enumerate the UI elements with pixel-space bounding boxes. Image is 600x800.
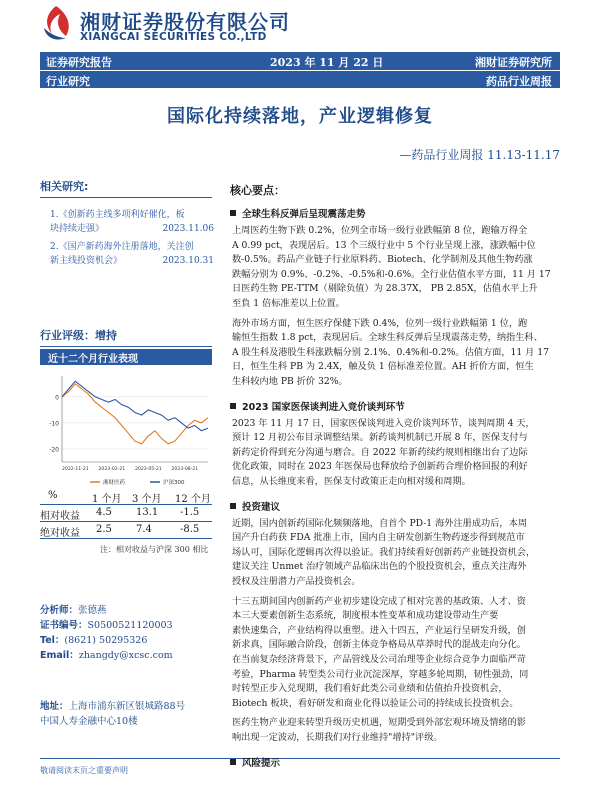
paragraph-line: 素快速集合，产业结构得以重塑。进入十四五，产业运行呈研发升级，创 (232, 624, 526, 636)
paragraph-line: 日，恒生生科 PB 为 2.4X，触及负 1 倍标准差位置。AH 折价方面，恒生 (232, 361, 534, 373)
analyst-cert: S0500521120003 (87, 620, 173, 631)
series-line-1 (62, 381, 208, 431)
related-research-heading: 相关研究: (40, 178, 212, 198)
section-heading: 风险提示 (230, 755, 280, 769)
footer-disclaimer: 敬请阅读末页之重要声明 (40, 766, 128, 775)
paragraph (232, 224, 560, 312)
series-line-0 (62, 384, 208, 444)
report-header (0, 0, 600, 50)
paragraph-line: 2023 年 11 月 17 日，国家医保谈判进入竞价谈判环节，谈判周期 4 天， (232, 417, 535, 429)
paragraph-line: Biotech 板块，看好研发和商业化得以验证公司的持续成长投资机会。 (232, 697, 519, 709)
paragraph-line: 日医药生物 PE-TTM（剔除负值）为 28.37X， PB 2.85X，估值水平上升 (232, 283, 538, 295)
performance-table (40, 488, 212, 539)
paragraph-line: A 股生科及港股生科涨跌幅分别 2.1%、0.4%和-0.2%。估值方面，11 月 17 (232, 346, 549, 358)
paragraph-line: 预计 12 月初公布目录调整结果。新药谈判机制已开展 8 年，医保支付与 (232, 432, 528, 444)
paragraph-line: 十三五期间国内创新药产业初步建设完成了相对完善的基政策、人才、资 (232, 595, 526, 607)
table-row: 绝对收益 2.5 7.4 -8.5 (40, 522, 212, 539)
paragraph (232, 317, 560, 390)
paragraph-line: 输恒生指数 1.8 pct，表现居后。全球生科反弹后呈现震荡走势，纳指生科、 (232, 332, 543, 344)
paragraph-line: 授权及注册潜力产品投资机会。 (232, 575, 361, 587)
bullet-square-icon (230, 403, 236, 409)
paragraph-line: 响出现一定波动，长期我们对行业维持"增持"评级。 (232, 731, 443, 743)
bullet-square-icon (230, 210, 236, 216)
y-tick-label: -20 (49, 446, 59, 454)
legend-label: 沪深300 (163, 480, 185, 486)
industry-rating: 行业评级：增持 (40, 327, 212, 347)
related-research-date: 2023.10.31 (162, 256, 214, 266)
analyst-address-line2: 中国人寿金融中心10楼 (40, 716, 138, 727)
research-institute: 湘财证券研究所 (475, 56, 552, 69)
analyst-email[interactable]: zhangdy@xcsc.com (78, 650, 173, 661)
bullet-square-icon (230, 759, 236, 765)
key-points-heading: 核心要点： (230, 184, 285, 197)
paragraph-line: 信息，从长维度来看，医保支付政策正走向相对缓和周期。 (232, 475, 471, 487)
y-tick-label: 0 (55, 394, 59, 402)
paragraph (232, 595, 560, 712)
paragraph-line: 新求真，国际融合阶段，创新主体竞争格局从草莽时代的混战走向分化。 (232, 639, 526, 651)
paragraph-line: 上周医药生物下跌 0.2%，位列全市场一级行业跌幅第 8 位，跑输万得全 (232, 225, 528, 236)
paragraph (232, 517, 560, 590)
related-research-item[interactable]: 1.《创新药主线多项利好催化，板 块持续走强》 2023.11.06 (50, 210, 214, 234)
company-name-en: XIANGCAI SECURITIES CO.,LTD (80, 31, 267, 43)
paragraph-line: 生科较内地 PB 折价 32%。 (232, 375, 348, 387)
paragraph-line: 在当前复杂经济背景下，产品管线及公司治理等企业综合竞争力面临严苛 (232, 653, 526, 665)
paragraph-line: 场认可，国际化逻辑再次得以验证。我们持续看好创新药产业链投资机会， (232, 546, 536, 558)
analyst-name: 张德燕 (78, 605, 107, 616)
report-title: 国际化持续落地，产业逻辑修复 (167, 106, 433, 127)
performance-line-chart (40, 368, 212, 488)
paragraph-line: 海外市场方面，恒生医疗保健下跌 0.4%，位列一级行业跌幅第 1 位，跑 (232, 317, 528, 329)
performance-heading: 近十二个月行业表现 (40, 349, 212, 365)
table-row: 相对收益 4.5 13.1 -1.5 (40, 505, 212, 522)
x-tick-label: 2023-08-21 (171, 467, 199, 472)
research-category: 行业研究 (46, 75, 90, 88)
paragraph-line: 时转型正步入兑现期，我们看好此类公司业绩和估值抬升投资机会， (232, 683, 508, 695)
footer-divider (40, 758, 560, 759)
bullet-square-icon (230, 503, 236, 509)
x-tick-label: 2023-05-21 (135, 467, 162, 472)
report-type: 证券研究报告 (46, 56, 112, 69)
company-name-cn: 湘财证券股份有限公司 (80, 10, 290, 34)
section-heading: 投资建议 (230, 499, 280, 513)
paragraph-line: 建议关注 Unmet 治疗领域产品临床出色的个股投资机会，重点关注海外 (232, 561, 527, 573)
table-header-row: % 1 个月 3 个月 12 个月 (40, 488, 212, 505)
paragraph-line: 至負 1 倍标准差以上位置。 (232, 297, 345, 309)
xiangcai-logo-icon (38, 4, 74, 44)
analyst-tel: (8621) 50295326 (64, 635, 148, 646)
paragraph-line: 新药定价得到充分沟通与磨合。自 2022 年新药续约规则相继出台了边际 (232, 446, 528, 458)
paragraph (232, 417, 560, 490)
legend-label: 湘财医药 (103, 480, 126, 486)
x-tick-label: 2023-02-21 (98, 467, 126, 472)
related-research-item[interactable]: 2.《国产新药海外注册落地，关注创 新主线投资机会》 2023.10.31 (50, 242, 214, 266)
related-research-date: 2023.11.06 (162, 224, 214, 234)
performance-note: 注：相对收益与沪深 300 相比 (100, 545, 209, 554)
paragraph-line: 跌幅分别为 0.9%、-0.2%、-0.5%和-0.6%。全行业估值水平方面，11 月 17 (232, 268, 551, 280)
report-date: 2023 年 11 月 22 日 (270, 56, 384, 69)
section-heading: 2023 国家医保谈判进入竞价谈判环节 (230, 399, 405, 413)
paragraph-line: 国产升白药获 FDA 批准上市，国内自主研发创新生物药逐步得到规范市 (232, 532, 525, 544)
x-tick-label: 2022-11-21 (62, 467, 89, 472)
paragraph-line: 医药生物产业迎来转型升级历史机遇，短期受到外部宏观环境及情绪的影 (232, 717, 526, 729)
report-series: 药品行业周报 (486, 75, 552, 88)
section-heading: 全球生科反弹后呈现震荡走势 (230, 206, 366, 220)
report-category-bar (40, 70, 560, 88)
paragraph-line: 优化政策，同时在 2023 年医保局也释放给予创新药合理价格回报的利好 (232, 461, 528, 473)
paragraph-line: 本三大要素创新生态系统，制度根本性变革和成功建设带动生产要 (232, 610, 499, 622)
report-info-bar (40, 52, 560, 70)
report-subtitle: —药品行业周报 11.13-11.17 (399, 148, 560, 162)
paragraph-line: 近期，国内创新药国际化频频落地，自首个 PD-1 海外注册成功后，本周 (232, 517, 527, 529)
paragraph-line: 考验，Pharma 转型类公司行业沉淀深厚，穿越多轮周期，韧性强劲，同 (232, 668, 529, 680)
paragraph-line: 数-0.5%。药品产业链子行业原料药、Biotech、化学制剂及其他生物药涨 (232, 254, 533, 266)
analyst-address: 上海市浦东新区银城路88号 (68, 701, 186, 712)
paragraph-line: A 0.99 pct，表现居后。13 个三级行业中 5 个行业呈现上涨，涨跌幅中位 (232, 239, 536, 251)
paragraph (232, 716, 560, 745)
y-tick-label: -10 (49, 420, 59, 428)
